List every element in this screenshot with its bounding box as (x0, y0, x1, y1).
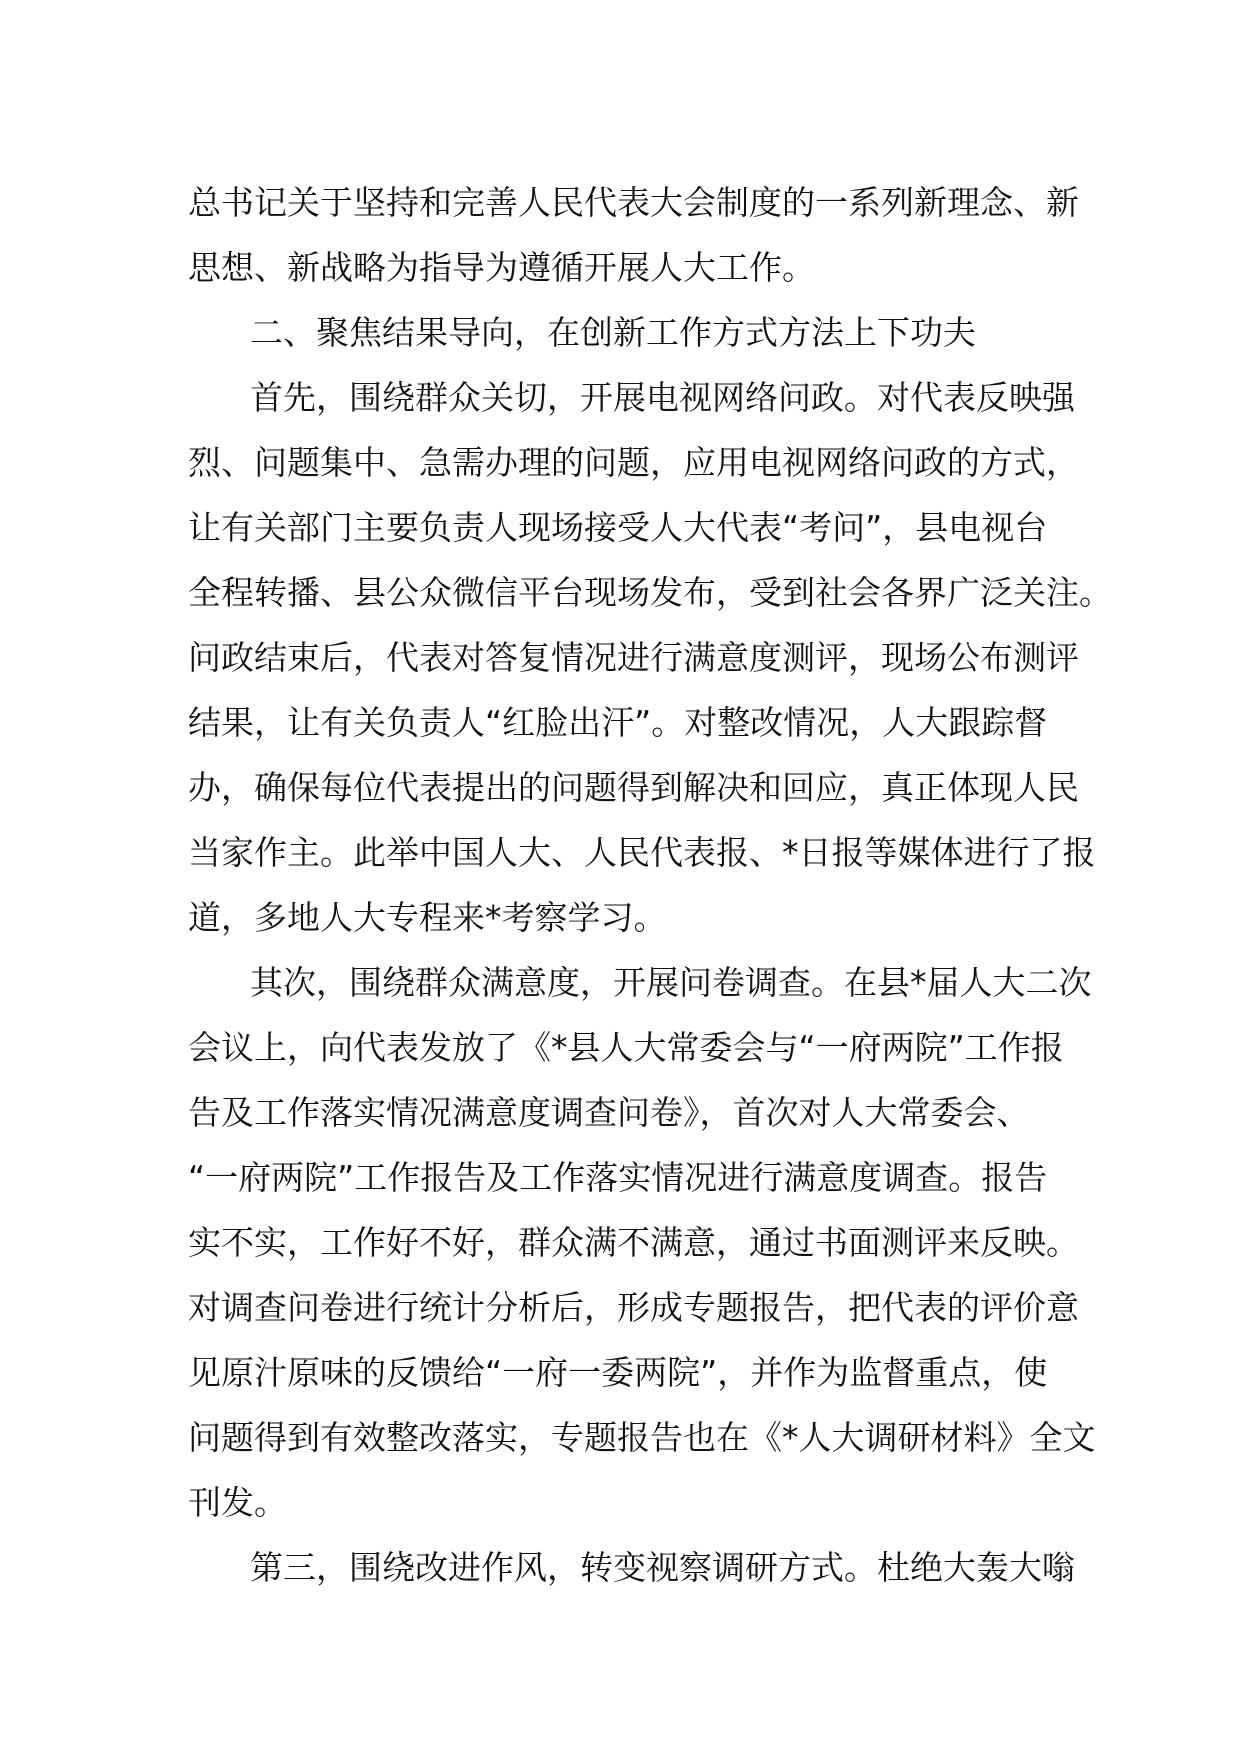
text-line: 当家作主。此举中国人大、人民代表报、*日报等媒体进行了报 (188, 833, 1096, 872)
text-line: 刊发。 (188, 1483, 287, 1522)
text-line: “一府两院”工作报告及工作落实情况进行满意度调查。报告 (188, 1158, 1048, 1197)
text-line: 办，确保每位代表提出的问题得到解决和回应，真正体现人民 (188, 768, 1079, 807)
text-line: 首先，围绕群众关切，开展电视网络问政。对代表反映强 (250, 378, 1075, 417)
text-line: 让有关部门主要负责人现场接受人大代表“考问”，县电视台 (188, 508, 1048, 547)
text-line: 告及工作落实情况满意度调查问卷》，首次对人大常委会、 (188, 1093, 1030, 1132)
text-line: 总书记关于坚持和完善人民代表大会制度的一系列新理念、新 (188, 183, 1079, 222)
text-line: 其次，围绕群众满意度，开展问卷调查。在县*届人大二次 (250, 963, 1092, 1002)
text-line: 道，多地人大专程来*考察学习。 (188, 898, 667, 937)
text-line: 第三，围绕改进作风，转变视察调研方式。杜绝大轰大嗡 (250, 1548, 1075, 1587)
text-line: 见原汁原味的反馈给“一府一委两院”，并作为监督重点，使 (188, 1353, 1048, 1392)
text-line: 烈、问题集中、急需办理的问题，应用电视网络问政的方式， (188, 443, 1079, 482)
body-text (188, 170, 1112, 1600)
text-line: 问政结束后，代表对答复情况进行满意度测评，现场公布测评 (188, 638, 1079, 677)
text-line: 实不实，工作好不好，群众满不满意，通过书面测评来反映。 (188, 1223, 1079, 1262)
text-line: 问题得到有效整改落实，专题报告也在《*人大调研材料》全文 (188, 1418, 1096, 1457)
text-line: 结果，让有关负责人“红脸出汗”。对整改情况，人大跟踪督 (188, 703, 1048, 742)
text-line: 对调查问卷进行统计分析后，形成专题报告，把代表的评价意 (188, 1288, 1079, 1327)
text-line: 思想、新战略为指导为遵循开展人大工作。 (188, 248, 815, 287)
section-heading: 二、聚焦结果导向，在创新工作方式方法上下功夫 (250, 313, 976, 352)
text-line: 全程转播、县公众微信平台现场发布，受到社会各界广泛关注。 (188, 573, 1112, 612)
text-line: 会议上，向代表发放了《*县人大常委会与“一府两院”工作报 (188, 1028, 1064, 1067)
